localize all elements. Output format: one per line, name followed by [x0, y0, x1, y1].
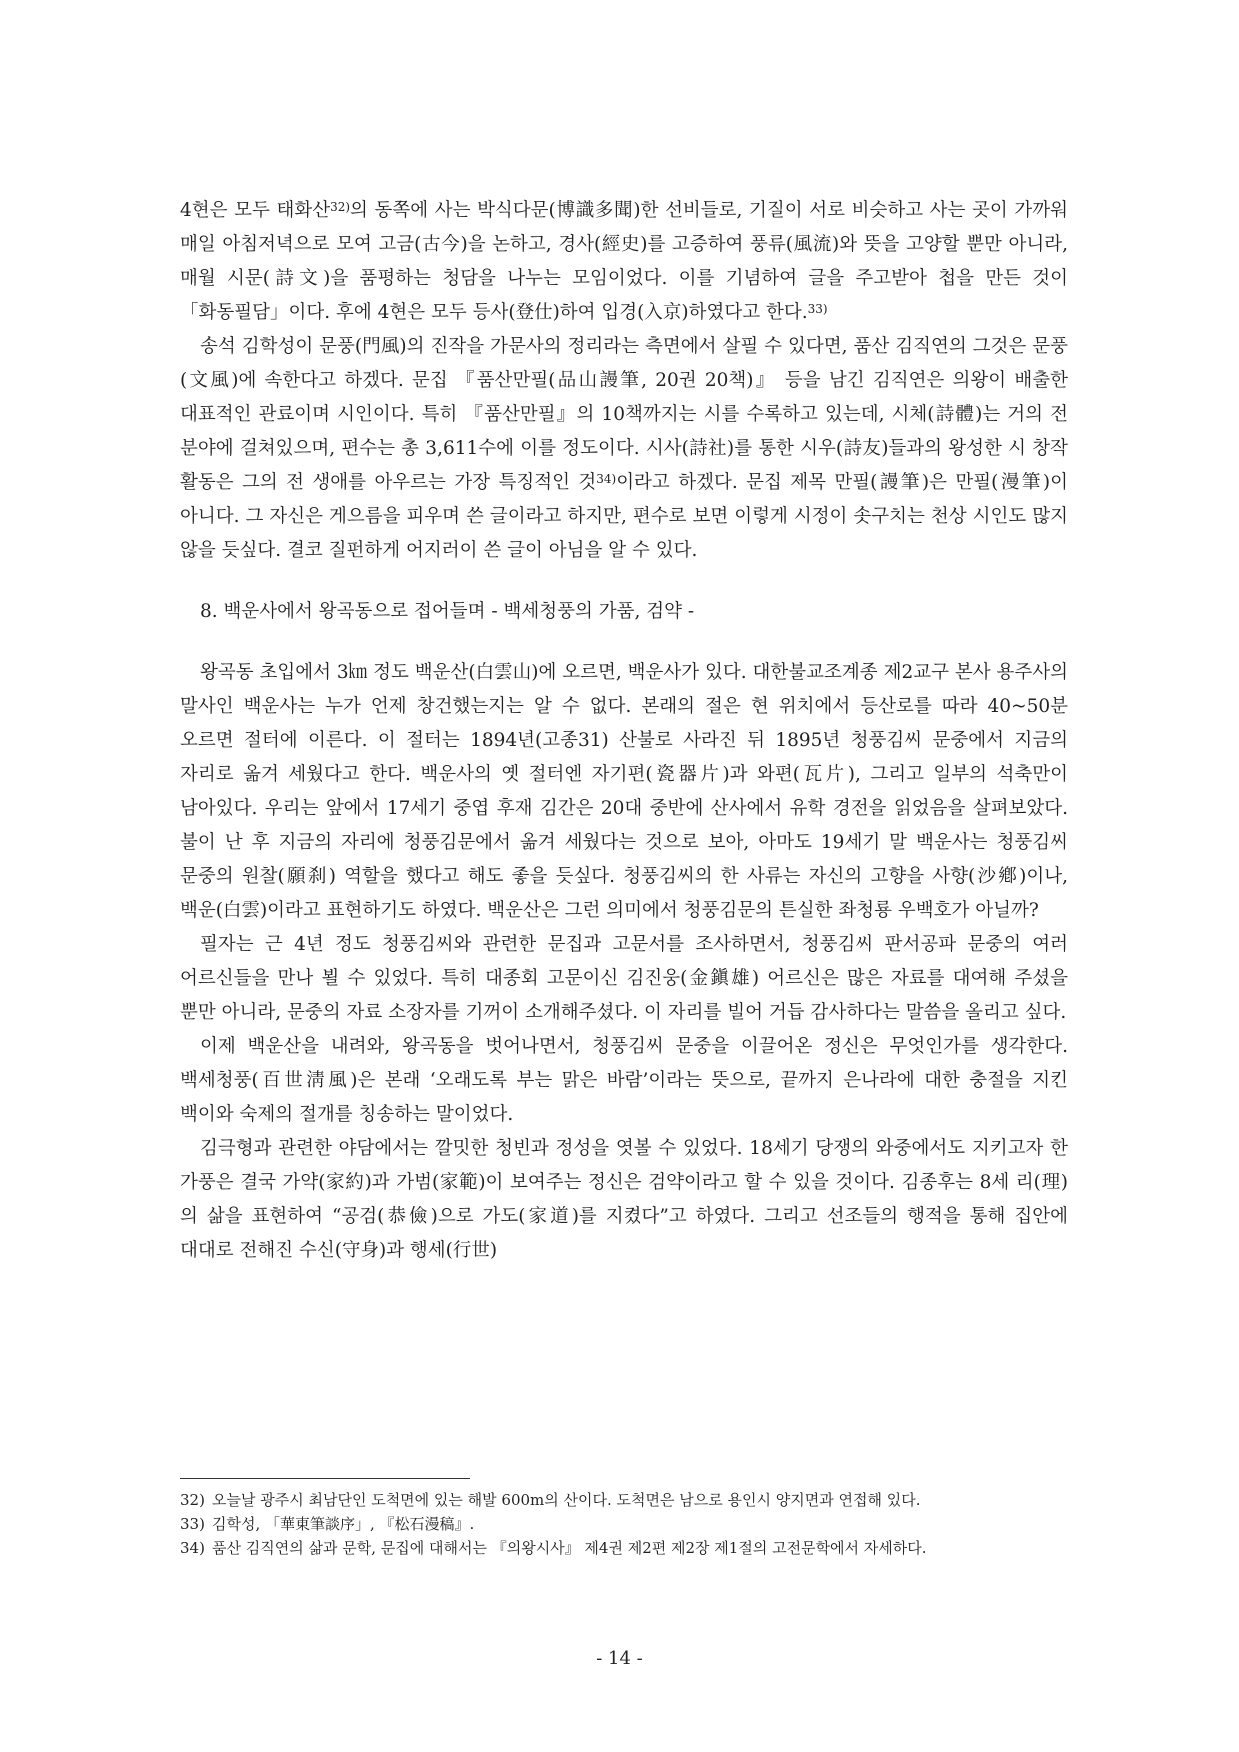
footnote-text: 김학성, 「華東筆談序」, 『松石漫稿』. — [212, 1515, 475, 1533]
footnote-33 — [180, 1512, 1068, 1536]
footnote-34 — [180, 1536, 1068, 1560]
paragraph-3: 왕곡동 초입에서 3㎞ 정도 백운산(白雲山)에 오르면, 백운사가 있다. 대한불교조계종 제2교구 본사 용주사의 말사인 백운사는 누가 언제 창건했는지는 알 수 없다. 본래의 절은 현 위치에서 등산로를 따라 40~50분 오르면 절터에 이른다. 이 절터는 1894년(고종31) 산불로 사라진 뒤 1895년 청풍김씨 문중에서 지금의 자리로 옮겨 세웠다고 한다. 백운사의 옛 절터엔 자기편(瓷器片)과 와편(瓦片), 그리고 일부의 석축만이 남아있다. 우리는 앞에서 17세기 중엽 후재 김간은 20대 중반에 산사에서 유학 경전을 읽었음을 살펴보았다. 불이 난 후 지금의 자리에 청풍김문에서 옮겨 세웠다는 것으로 보아, 아마도 19세기 말 백운사는 청풍김씨 문중의 원찰(願刹) 역할을 했다고 해도 좋을 듯싶다. 청풍김씨의 한 사류는 자신의 고향을 사향(沙鄕)이나, 백운(白雲)이라고 표현하기도 하였다. 백운산은 그런 의미에서 청풍김문의 튼실한 좌청룡 우백호가 아닐까? — [180, 662, 1068, 921]
footnote-divider — [180, 1478, 470, 1479]
footnote-number: 34) — [180, 1539, 205, 1557]
footnote-ref-34[interactable]: 34) — [596, 472, 617, 486]
footnote-text: 품산 김직연의 삶과 문학, 문집에 대해서는 『의왕시사』 제4권 제2편 제2장 제1절의 고전문학에서 자세하다. — [212, 1539, 927, 1557]
spacer — [180, 568, 1068, 595]
page-body — [180, 194, 1068, 1268]
paragraph-5: 이제 백운산을 내려와, 왕곡동을 벗어나면서, 청풍김씨 문중을 이끌어온 정신은 무엇인가를 생각한다. 백세청풍(百世淸風)은 본래 ‘오래도록 부는 맑은 바람’이라는 뜻으로, 끝까지 은나라에 대한 충절을 지킨 백이와 숙제의 절개를 칭송하는 말이었다. — [180, 1036, 1068, 1125]
footnote-ref-32[interactable]: 32) — [330, 200, 351, 214]
footnote-number: 33) — [180, 1515, 205, 1533]
paragraph-4: 필자는 근 4년 정도 청풍김씨와 관련한 문집과 고문서를 조사하면서, 청풍김씨 판서공파 문중의 여러 어르신들을 만나 뵐 수 있었다. 특히 대종회 고문이신 김진웅(金鎭雄) 어르신은 많은 자료를 대여해 주셨을 뿐만 아니라, 문중의 자료 소장자를 기꺼이 소개해주셨다. 이 자리를 빌어 거듭 감사하다는 말씀을 올리고 싶다. — [180, 934, 1068, 1023]
section-heading: 8. 백운사에서 왕곡동으로 접어들며 - 백세청풍의 가품, 검약 - — [200, 601, 695, 622]
paragraph-1: 4현은 모두 태화산$^{32)}$의 동쪽에 사는 박식다문(博識多聞)한 선비들로, 기질이 서로 비슷하고 사는 곳이 가까워 매일 아침저녁으로 모여 고금(古今)을 논하고, 경사(經史)를 고증하여 풍류(風流)와 뜻을 고양할 뿐만 아니라, 매월 시문(詩文)을 품평하는 청담을 나누는 모임이었다. 이를 기념하여 글을 주고받아 첩을 만든 것이 「화동필담」이다. 후에 4현은 모두 등사(登仕)하여 입경(入京)하였다고 한다.$^{33)}$ — [180, 200, 1068, 323]
footnote-32 — [180, 1488, 1068, 1512]
footnote-ref-33[interactable]: 33) — [807, 302, 828, 316]
footnote-text: 오늘날 광주시 최남단인 도척면에 있는 해발 600m의 산이다. 도척면은 남으로 용인시 양지면과 연접해 있다. — [212, 1491, 921, 1509]
footnote-number: 32) — [180, 1491, 205, 1509]
paragraph-6: 김극형과 관련한 야담에서는 깔밋한 청빈과 정성을 엿볼 수 있었다. 18세기 당쟁의 와중에서도 지키고자 한 가풍은 결국 가약(家約)과 가범(家範)이 보여주는 정신은 검약이라고 할 수 있을 것이다. 김종후는 8세 리(理)의 삶을 표현하여 “공검(恭儉)으로 가도(家道)를 지켰다”고 하였다. 그리고 선조들의 행적을 통해 집안에 대대로 전해진 수신(守身)과 행세(行世) — [180, 1138, 1068, 1261]
footnotes — [180, 1488, 1068, 1560]
paragraph-2: 송석 김학성이 문풍(門風)의 진작을 가문사의 정리라는 측면에서 살필 수 있다면, 품산 김직연의 그것은 문풍(文風)에 속한다고 하겠다. 문집 『품산만필(品山謾筆, 20권 20책)』 등을 남긴 김직연은 의왕이 배출한 대표적인 관료이며 시인이다. 특히 『품산만필』의 10책까지는 시를 수록하고 있는데, 시체(詩體)는 거의 전 분야에 걸쳐있으며, 편수는 총 3,611수에 이를 정도이다. 시사(詩社)를 통한 시우(詩友)들과의 왕성한 시 창작 활동은 그의 전 생애를 아우르는 가장 특징적인 것$^{34)}$이라고 하겠다. 문집 제목 만필(謾筆)은 만필(漫筆)이 아니다. 그 자신은 게으름을 피우며 쓴 글이라고 하지만, 편수로 보면 이렇게 시정이 솟구치는 천상 시인도 많지 않을 듯싶다. 결코 질펀하게 어지러이 쓴 글이 아님을 알 수 있다. — [180, 336, 1068, 561]
page-number: - 14 - — [596, 1648, 643, 1669]
spacer — [180, 629, 1068, 656]
